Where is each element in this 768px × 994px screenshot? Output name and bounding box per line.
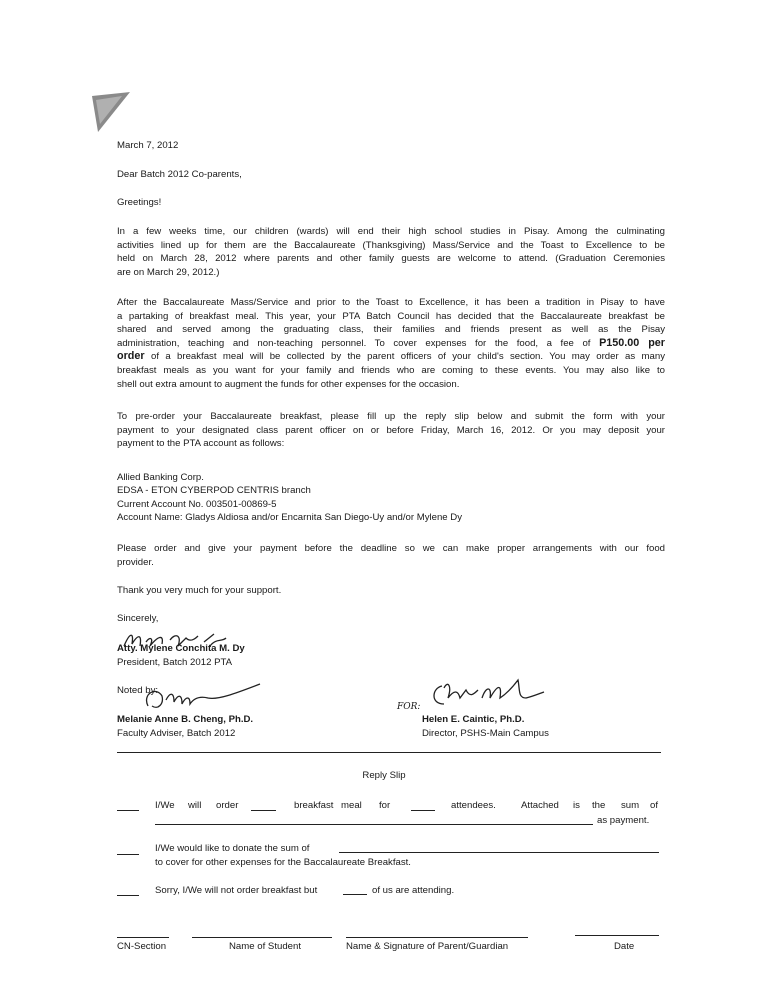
account-name: Account Name: Gladys Aldiosa and/or Encarnita San Diego-Uy and/or Mylene Dy — [117, 512, 463, 524]
order-text: attendees. — [451, 800, 496, 811]
p1-line: activities lined up for them are the Baccalaureate (Thanksgiving) Mass/Service and the Toast to Excellence to be — [117, 239, 665, 251]
corner-scan-mark-icon — [92, 92, 130, 132]
president-title: President, Batch 2012 PTA — [117, 657, 233, 668]
for-mark: FOR: — [397, 702, 421, 712]
p2-line — [117, 337, 665, 351]
parent-signature-label: Name & Signature of Parent/Guardian — [346, 941, 509, 952]
donate-text: to cover for other expenses for the Baccalaureate Breakfast. — [155, 857, 411, 868]
p3-line: payment to the PTA account as follows: — [117, 438, 285, 450]
adviser-title: Faculty Adviser, Batch 2012 — [117, 728, 236, 739]
order-check-blank[interactable] — [117, 810, 139, 811]
order-text: as payment. — [597, 815, 650, 826]
p2-text: administration, teaching and non-teaching personnel. To cover expenses for the food, a fee of — [117, 337, 591, 349]
order-text: will — [188, 800, 202, 811]
greeting: Greetings! — [117, 197, 162, 208]
director-signature-icon — [428, 676, 548, 712]
p1-line: In a few weeks time, our children (wards) will end their high school studies in Pisay. Among the culminating — [117, 226, 665, 237]
order-text: the — [592, 800, 606, 811]
adviser-name: Melanie Anne B. Cheng, Ph.D. — [117, 714, 254, 725]
sorry-text: of us are attending. — [372, 885, 455, 896]
thanks-line: Thank you very much for your support. — [117, 585, 282, 596]
order-text: breakfast — [294, 800, 334, 811]
order-text: I/We — [155, 800, 175, 811]
cn-section-field[interactable] — [117, 937, 169, 938]
p2-line: a partaking of breakfast meal. This year, your PTA Batch Council has decided that the Baccalaureate breakfast be — [117, 310, 665, 322]
p1-line: are on March 29, 2012.) — [117, 266, 220, 278]
order-text: meal — [341, 800, 362, 811]
order-text: for — [379, 800, 391, 811]
fee-amount: P150.00 per — [599, 336, 666, 349]
cn-section-label: CN-Section — [117, 941, 167, 952]
donate-text: I/We would like to donate the sum of — [155, 843, 310, 854]
noted-by-label: Noted by: — [117, 685, 159, 696]
attendees-count-blank[interactable] — [411, 810, 435, 811]
donate-amount-blank[interactable] — [339, 852, 659, 853]
p3-line: To pre-order your Baccalaureate breakfast, please fill up the reply slip below and submit the form with your — [117, 411, 665, 422]
p2-line: After the Baccalaureate Mass/Service and prior to the Toast to Excellence, it has been a tradition in Pisay to have — [117, 297, 665, 308]
student-name-field[interactable] — [192, 937, 332, 938]
president-name: Atty. Mylene Conchita M. Dy — [117, 643, 245, 654]
p4-line: provider. — [117, 556, 154, 568]
donate-check-blank[interactable] — [117, 854, 139, 855]
bank-name: Allied Banking Corp. — [117, 472, 204, 483]
director-title: Director, PSHS-Main Campus — [422, 728, 549, 739]
meals-count-blank[interactable] — [251, 810, 276, 811]
reply-slip-title: Reply Slip — [362, 770, 406, 781]
sorry-text: Sorry, I/We will not order breakfast but — [155, 885, 318, 896]
p2-line — [117, 350, 665, 364]
order-text: sum — [621, 800, 640, 811]
p2-line: shared and served among the graduating class, their families and friends present as well as the Pisay — [117, 324, 665, 336]
paragraph-4 — [117, 542, 665, 569]
order-text: order — [216, 800, 239, 811]
p2-line: breakfast meals as you want for your family and friends who are coming to these events. You may also like to — [117, 364, 665, 376]
closing: Sincerely, — [117, 613, 159, 624]
order-text: is — [573, 800, 580, 811]
director-name: Helen E. Caintic, Ph.D. — [422, 714, 525, 725]
account-number: Current Account No. 003501-00869-5 — [117, 498, 277, 510]
bank-branch: EDSA - ETON CYBERPOD CENTRIS branch — [117, 485, 311, 497]
order-text: of — [650, 800, 659, 811]
divider — [117, 752, 661, 753]
paragraph-2 — [117, 296, 665, 391]
letter-date: March 7, 2012 — [117, 140, 179, 151]
p3-line: payment to your designated class parent officer on or before Friday, March 16, 2012. Or you may deposit your — [117, 424, 665, 436]
p2-line: shell out extra amount to augment the funds for other expenses for the occasion. — [117, 378, 460, 390]
bank-details — [117, 471, 665, 525]
p1-line: held on March 28, 2012 where parents and other family guests are welcome to attend. (Graduation Ceremonies — [117, 253, 665, 265]
p2-text: of a breakfast meal will be collected by the parent officers of your child's section. You may order as many — [150, 351, 665, 363]
paragraph-3 — [117, 410, 665, 451]
payment-amount-blank[interactable] — [155, 824, 593, 825]
student-name-label: Name of Student — [229, 941, 301, 952]
date-field[interactable] — [575, 935, 659, 936]
p4-line: Please order and give your payment before the deadline so we can make proper arrangements with our food — [117, 543, 665, 554]
order-text: Attached — [521, 800, 559, 811]
salutation: Dear Batch 2012 Co-parents, — [117, 169, 242, 180]
sorry-check-blank[interactable] — [117, 895, 139, 896]
parent-signature-field[interactable] — [346, 937, 528, 938]
fee-unit: order — [117, 350, 145, 363]
paragraph-1 — [117, 225, 665, 279]
date-label: Date — [614, 941, 635, 952]
attending-count-blank[interactable] — [343, 894, 367, 895]
